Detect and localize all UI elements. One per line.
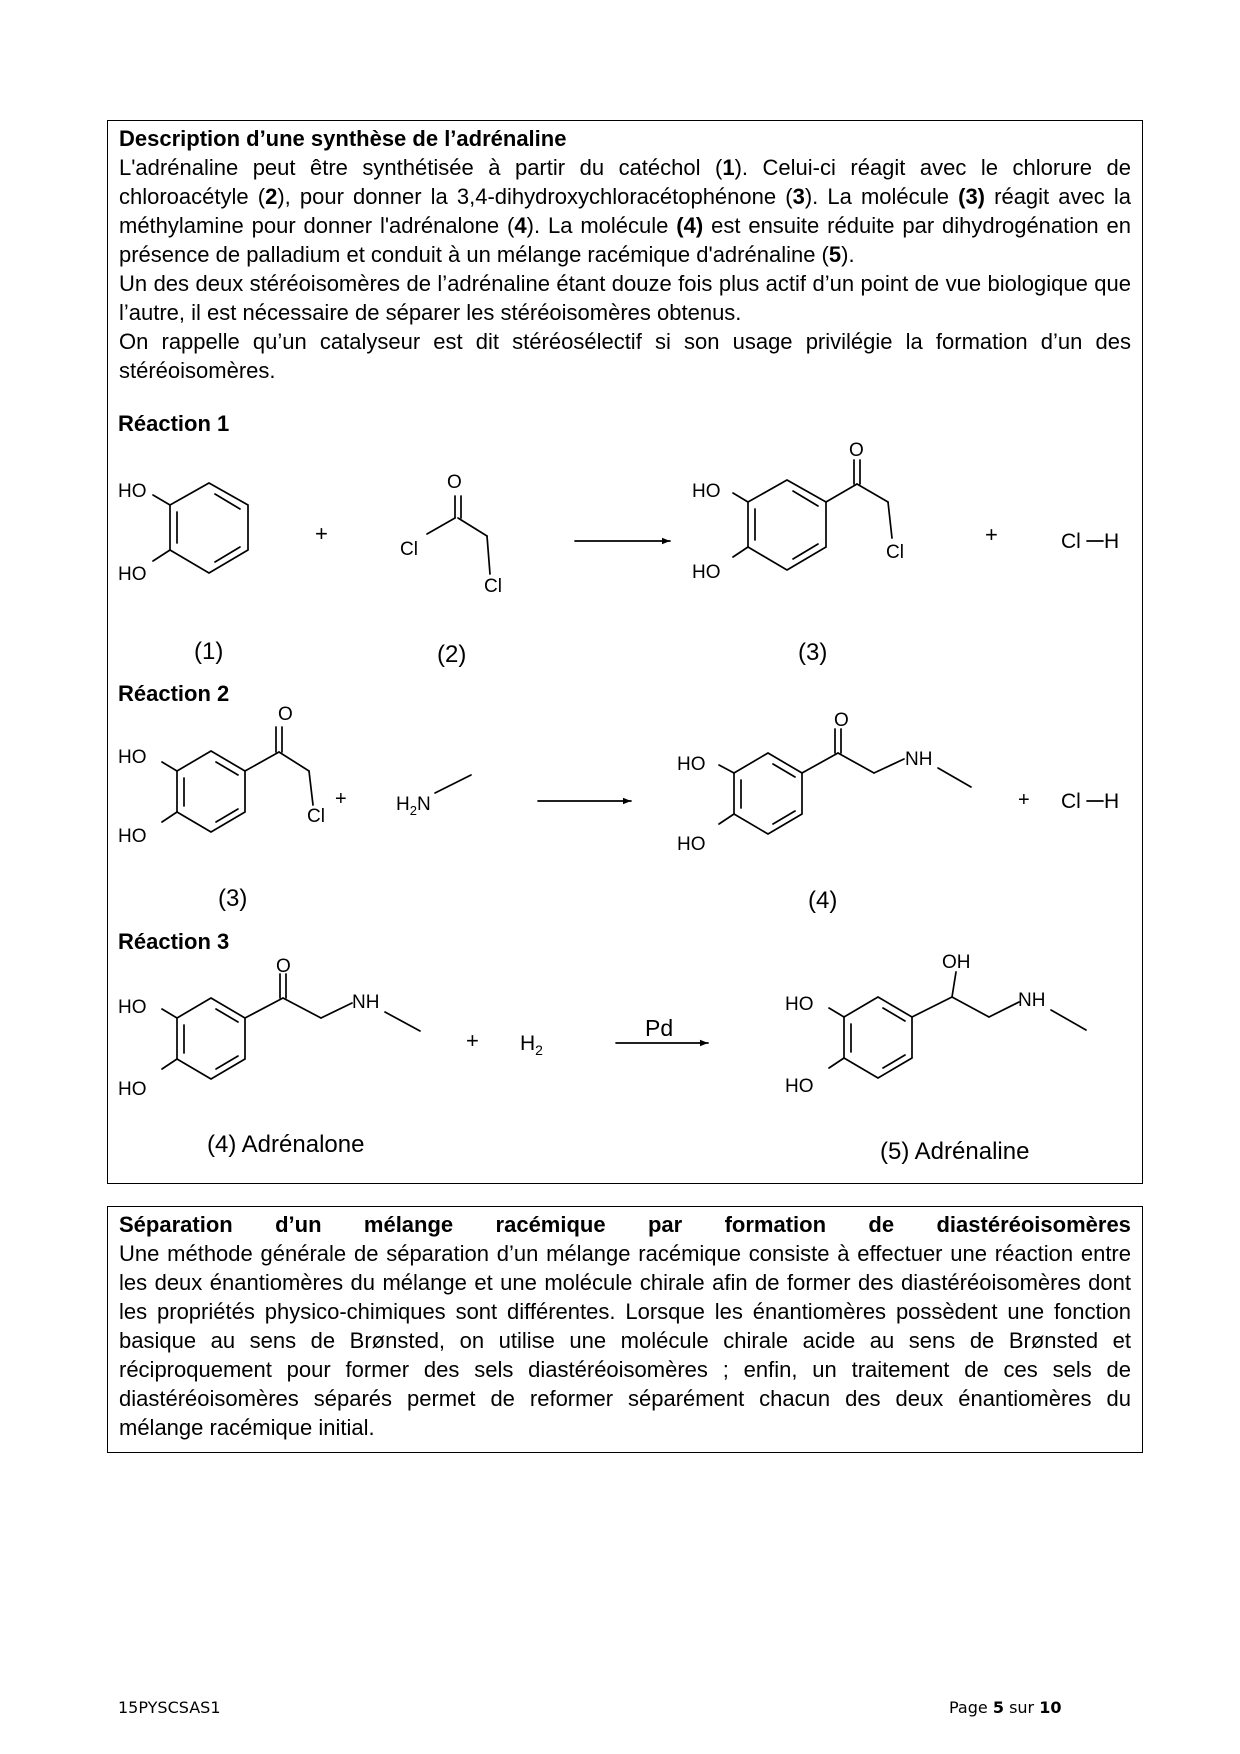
compound-ref: 3 xyxy=(792,184,805,209)
section-title: Description d’une synthèse de l’adrénaline xyxy=(119,126,567,151)
atom-label: O xyxy=(278,704,293,725)
catalyst-label: Pd xyxy=(645,1015,674,1041)
text-segment: ). La molécule xyxy=(804,184,959,209)
compound-2-label: (2) xyxy=(437,641,467,668)
atom-label: HO xyxy=(785,994,814,1015)
atom-label: O xyxy=(447,472,462,493)
atom-label: HO xyxy=(118,997,147,1018)
atom-label: NH xyxy=(1018,990,1046,1011)
text-segment: ), pour donner la 3,4-dihydroxychloracétophénone ( xyxy=(277,184,793,209)
reaction-1-label: Réaction 1 xyxy=(118,411,230,436)
text-segment: ). xyxy=(841,242,855,267)
atom-label: O xyxy=(834,710,849,731)
compound-3-label: (3) xyxy=(218,885,248,912)
text-segment: ). La molécule xyxy=(526,213,677,238)
chloroacetyl-chloride-structure xyxy=(427,496,490,574)
adrenalone-label: (4) Adrénalone xyxy=(207,1131,365,1158)
reaction-2-label: Réaction 2 xyxy=(118,681,230,706)
racemic-separation-box xyxy=(107,1206,1143,1453)
atom-label: Cl xyxy=(886,542,904,563)
text-segment: L'adrénaline peut être synthétisée à partir du catéchol ( xyxy=(119,155,723,180)
chloroacetophenone-structure xyxy=(162,727,313,832)
atom-label: Cl xyxy=(484,576,502,597)
separation-paragraph: Une méthode générale de séparation d’un mélange racémique consiste à effectuer une réaction entre les deux énantiomères du mélange et une molécule chirale afin de former des diastéréoisomères dont les propriétés physico-chimiques sont différentes. Lorsque les énantiomères possèdent une fonction basique au sens de Brønsted, on utilise une molécule chirale acide au sens de Brønsted et réciproquement pour former des sels diastéréoisomères ; enfin, un traitement de ces sels de diastéréoisomères séparés permet de reformer séparément chacun des deux énantiomères du mélange racémique initial. xyxy=(119,1241,1131,1440)
atom-label: HO xyxy=(118,1079,147,1100)
text-segment: est ensuite réduite par dihydrogénation en présence de palladium et conduit à un mélange racémique d'adrénaline ( xyxy=(119,213,1131,267)
catalyst-paragraph: On rappelle qu’un catalyseur est dit stéréosélectif si son usage privilégie la formation d’un des stéréoisomères. xyxy=(119,329,1131,383)
adrenaline-structure xyxy=(829,972,1086,1078)
atom-label: HO xyxy=(118,747,147,768)
text-segment: ). Celui-ci réagit avec le chlorure de chloroacétyle ( xyxy=(119,155,1131,209)
compound-ref: 4 xyxy=(514,213,527,238)
compound-ref: 1 xyxy=(722,155,735,180)
compound-ref: 5 xyxy=(828,242,842,267)
reaction-3-label: Réaction 3 xyxy=(118,929,230,954)
compound-ref: (3) xyxy=(958,184,986,209)
methylamine-label: $H_2N$ xyxy=(396,794,431,818)
hcl-h: H xyxy=(1104,790,1120,813)
dihydrogen-label: $H_2$ xyxy=(520,1032,543,1058)
atom-label: HO xyxy=(118,481,147,502)
compound-1-label: (1) xyxy=(194,638,224,665)
atom-label: O xyxy=(276,956,291,977)
atom-label: Cl xyxy=(307,806,325,827)
hcl-h: H xyxy=(1104,530,1120,553)
compound-3-label: (3) xyxy=(798,639,828,666)
adrenaline-label: (5) Adrénaline xyxy=(880,1138,1030,1165)
catechol-structure xyxy=(153,483,248,573)
atom-label: HO xyxy=(785,1076,814,1097)
atom-label: NH xyxy=(905,749,933,770)
page-number: Page 5 sur 10 xyxy=(949,1698,1062,1717)
atom-label: OH xyxy=(942,952,971,973)
hcl-cl: Cl xyxy=(1061,530,1081,553)
stereoisomer-paragraph: Un des deux stéréoisomères de l’adrénaline étant douze fois plus actif d’un point de vue biologique que l’autre, il est nécessaire de séparer les stéréoisomères obtenus. xyxy=(119,271,1131,325)
hcl-cl: Cl xyxy=(1061,790,1081,813)
chloroacetophenone-structure xyxy=(733,460,892,570)
plus-sign: + xyxy=(985,522,998,547)
compound-ref: (4) xyxy=(676,213,704,238)
plus-sign: + xyxy=(315,521,328,546)
atom-label: HO xyxy=(677,834,706,855)
document-code: 15PYSCSAS1 xyxy=(118,1698,221,1717)
atom-label: HO xyxy=(118,564,147,585)
atom-label: NH xyxy=(352,992,380,1013)
adrenalone-structure xyxy=(162,974,420,1079)
adrenalone-structure xyxy=(719,729,971,834)
methylamine-bond xyxy=(435,775,471,793)
atom-label: HO xyxy=(692,562,721,583)
compound-ref: 2 xyxy=(265,184,278,209)
compound-4-label: (4) xyxy=(808,887,838,914)
separation-text xyxy=(119,1210,1131,1442)
plus-sign: + xyxy=(335,788,347,810)
section-title: Séparation d’un mélange racémique par formation de diastéréoisomères xyxy=(119,1212,1131,1237)
atom-label: HO xyxy=(677,754,706,775)
text-segment: réagit avec la méthylamine pour donner l'adrénalone ( xyxy=(119,184,1131,238)
atom-label: Cl xyxy=(400,539,418,560)
atom-label: O xyxy=(849,440,864,461)
atom-label: HO xyxy=(692,481,721,502)
plus-sign: + xyxy=(1018,789,1030,811)
plus-sign: + xyxy=(466,1028,479,1053)
atom-label: HO xyxy=(118,826,147,847)
